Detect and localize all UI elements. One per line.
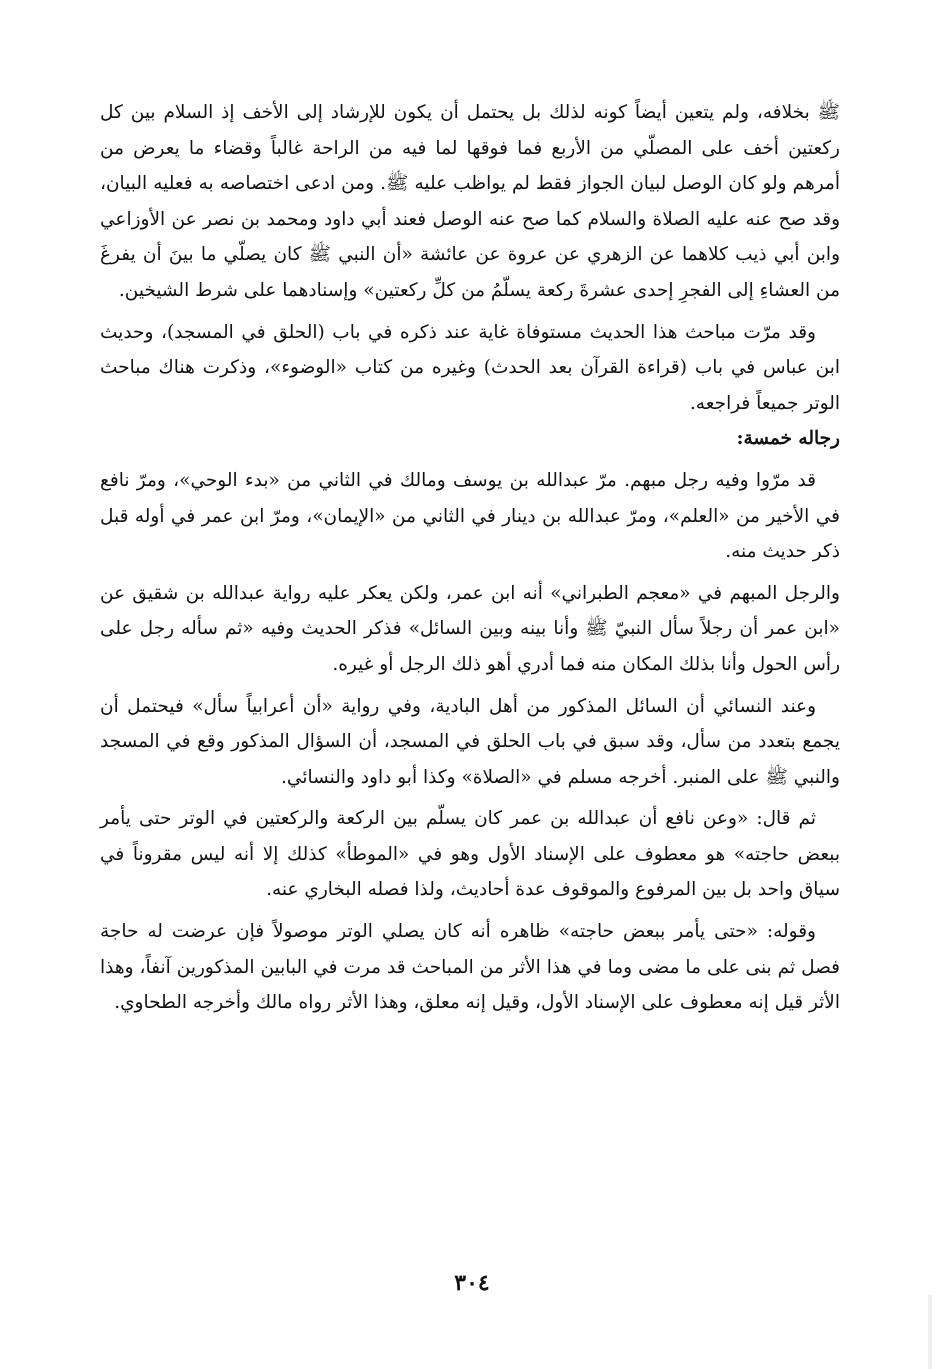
- section-heading: رجاله خمسة:: [736, 428, 840, 450]
- paragraph-1: ﷺ بخلافه، ولم يتعين أيضاً كونه لذلك بل يحتمل أن يكون للإرشاد إلى الأخف إذ السلام بين كل ركعتين أخف على المصلّي من الأربع فما فوقها لما فيه من الراحة غالباً وقضاء ما يعرض من أمرهم ولو كان الوصل لبيان الجواز فقط لم يواظب عليه ﷺ. ومن ادعى اختصاصه به فعليه البيان، وقد صح عنه عليه الصلاة والسلام كما صح عنه الوصل فعند أبي داود ومحمد بن نصر عن الأوزاعي وابن أبي ذيب كلاهما عن الزهري عن عروة عن عائشة «أن النبي ﷺ كان يصلّي ما بينَ أن يفرغَ من العشاءِ إلى الفجرِ إحدى عشرةَ ركعة يسلّمُ من كلِّ ركعتين» وإسنادهما على شرط الشيخين.: [100, 102, 840, 301]
- page-body: [100, 95, 840, 1021]
- scan-edge-shadow: [928, 1295, 932, 1369]
- page-number: ٣٠٤: [454, 1270, 490, 1296]
- paragraph-3: قد مرّوا وفيه رجل مبهم. مرّ عبدالله بن يوسف ومالك في الثاني من «بدء الوحي»، ومرّ نافع في الأخير من «العلم»، ومرّ عبدالله بن دينار في الثاني من «الإيمان»، ومرّ ابن عمر في أوله قبل ذكر حديث منه.: [100, 469, 840, 563]
- paragraph-4: والرجل المبهم في «معجم الطبراني» أنه ابن عمر، ولكن يعكر عليه رواية عبدالله بن شقيق عن «ابن عمر أن رجلاً سأل النبيّ ﷺ وأنا بينه وبين السائل» فذكر الحديث وفيه «ثم سأله رجل على رأس الحول وأنا بذلك المكان منه فما أدري أهو ذلك الرجل أو غيره.: [100, 582, 840, 675]
- paragraph-6: ثم قال: «وعن نافع أن عبدالله بن عمر كان يسلّم بين الركعة والركعتين في الوتر حتى يأمر ببعض حاجته» هو معطوف على الإسناد الأول وهو في «الموطأ» كذلك إلا أنه ليس مقروناً في سياق واحد بل بين المرفوع والموقوف عدة أحاديث، ولذا فصله البخاري عنه.: [100, 808, 840, 901]
- paragraph-5: وعند النسائي أن السائل المذكور من أهل البادية، وفي رواية «أن أعرابياً سأل» فيحتمل أن يجمع بتعدد من سأل، وقد سبق في باب الحلق في المسجد، أن السؤال المذكور وقع في المسجد والنبي ﷺ على المنبر. أخرجه مسلم في «الصلاة» وكذا أبو داود والنسائي.: [100, 695, 840, 788]
- paragraph-2: وقد مرّت مباحث هذا الحديث مستوفاة غاية عند ذكره في باب (الحلق في المسجد)، وحديث ابن عباس في باب (قراءة القرآن بعد الحدث) وغيره من كتاب «الوضوء»، وذكرت هناك مباحث الوتر جميعاً فراجعه.: [100, 321, 840, 414]
- paragraph-7: وقوله: «حتى يأمر ببعض حاجته» ظاهره أنه كان يصلي الوتر موصولاً فإن عرضت له حاجة فصل ثم بنى على ما مضى وما في هذا الأثر من المباحث قد مرت في البابين المذكورين آنفاً، وهذا الأثر قيل إنه معطوف على الإسناد الأول، وقيل إنه معلق، وهذا الأثر رواه مالك وأخرجه الطحاوي.: [100, 921, 840, 1014]
